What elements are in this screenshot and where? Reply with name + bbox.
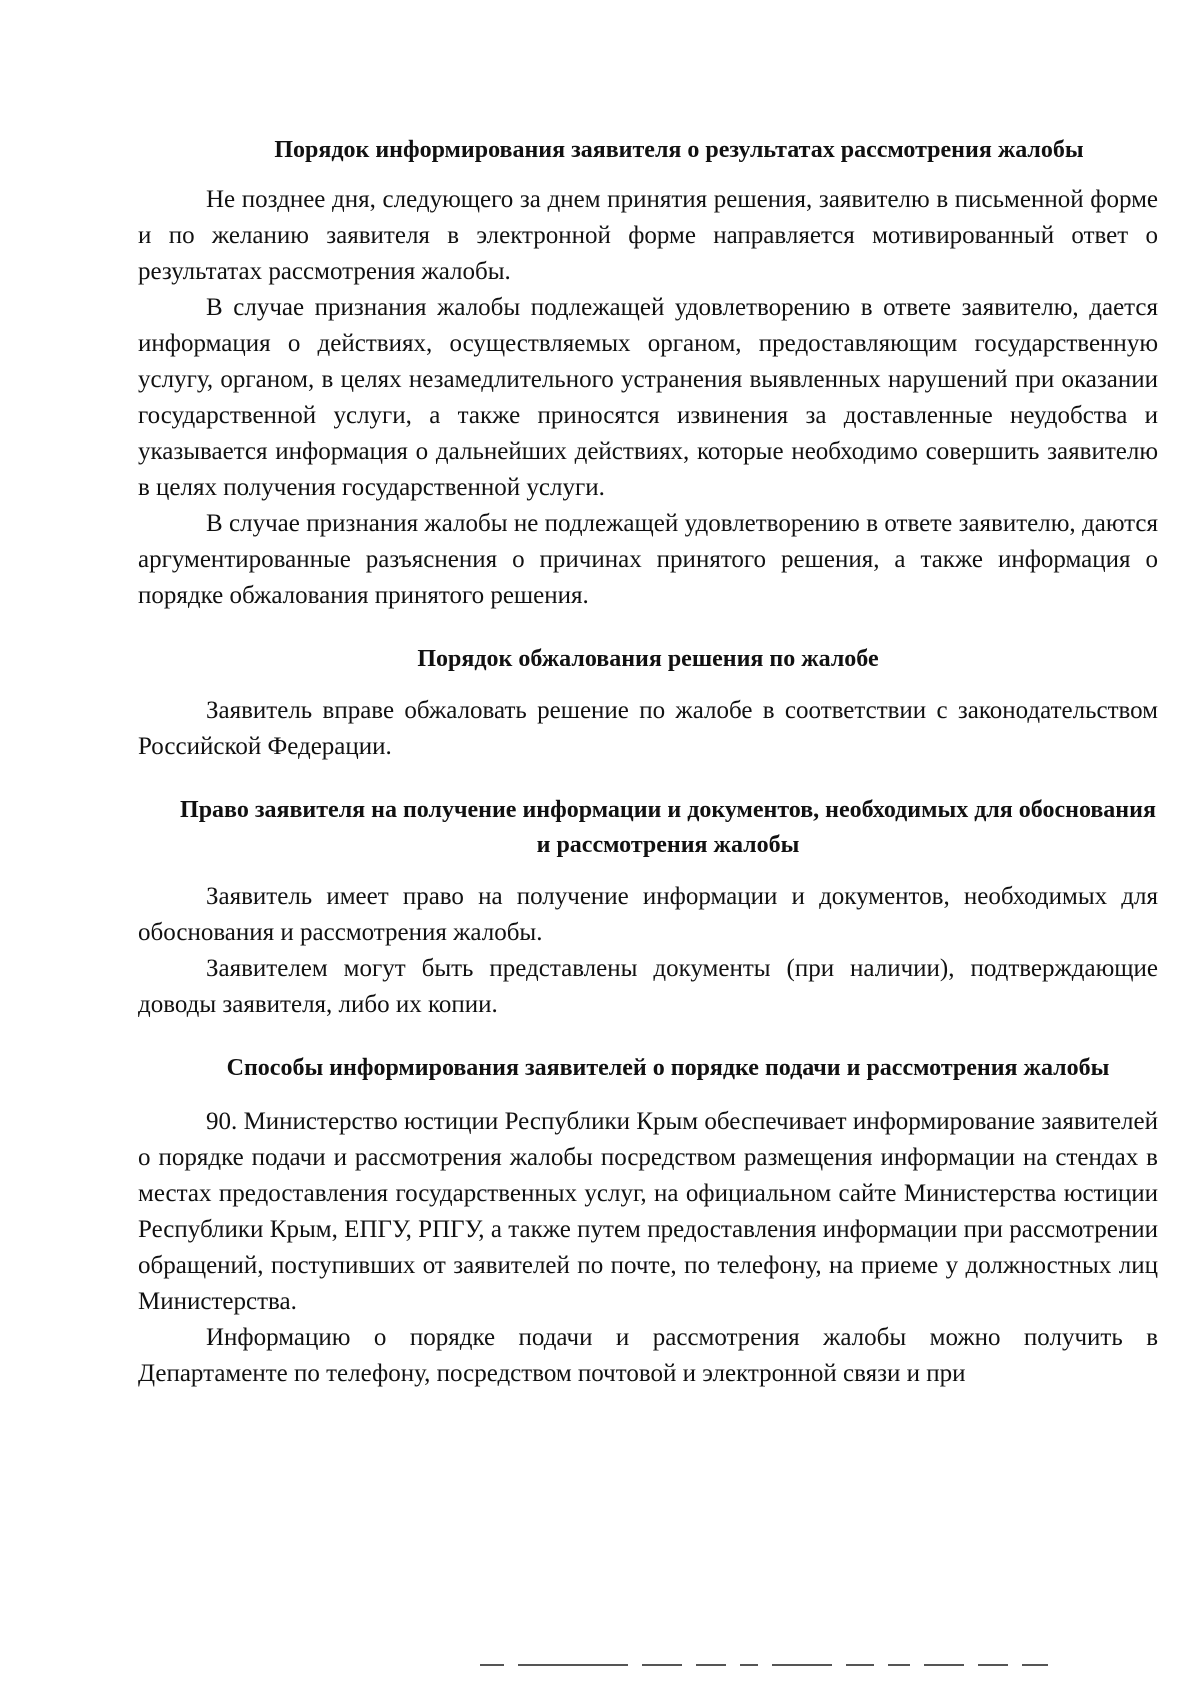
paragraph: 90. Министерство юстиции Республики Крым обеспечивает информирование заявителей о порядке подачи и рассмотрения жалобы посредством размещения информации на стендах в местах предоставления государственных услуг, на официальном сайте Министерства юстиции Республики Крым, ЕПГУ, РПГУ, а также путем предоставления информации при рассмотрении обращений, поступивших от заявителей по почте, по телефону, на приеме у должностных лиц Министерства.: [138, 1108, 1158, 1315]
scan-artifact-dashes: [480, 1662, 1170, 1668]
section-title-result-notification: Порядок информирования заявителя о результатах рассмотрения жалобы: [274, 137, 1084, 163]
paragraph: Заявитель вправе обжаловать решение по жалобе в соответствии с законодательством Российской Федерации.: [138, 697, 1158, 760]
section-title-right-to-information: Право заявителя на получение информации и документов, необходимых для обоснования и рассмотрения жалобы: [180, 797, 1156, 858]
paragraph: Не позднее дня, следующего за днем принятия решения, заявителю в письменной форме и по желанию заявителя в электронной форме направляется мотивированный ответ о результатах рассмотрения жалобы.: [138, 186, 1158, 285]
section-title-informing-methods: Способы информирования заявителей о порядке подачи и рассмотрения жалобы: [226, 1055, 1110, 1081]
paragraph: В случае признания жалобы не подлежащей удовлетворению в ответе заявителю, даются аргументированные разъяснения о причинах принятого решения, а также информация о порядке обжалования принятого решения.: [138, 510, 1158, 609]
paragraph: В случае признания жалобы подлежащей удовлетворению в ответе заявителю, дается информация о действиях, осуществляемых органом, предоставляющим государственную услугу, органом, в целях незамедлительного устранения выявленных нарушений при оказании государственной услуги, а также приносятся извинения за доставленные неудобства и указывается информация о дальнейших действиях, которые необходимо совершить заявителю в целях получения государственной услуги.: [138, 294, 1158, 501]
section-title-appeal-procedure: Порядок обжалования решения по жалобе: [417, 646, 879, 672]
document-body: [138, 133, 1158, 1392]
paragraph: Информацию о порядке подачи и рассмотрения жалобы можно получить в Департаменте по телефону, посредством почтовой и электронной связи и при: [138, 1324, 1158, 1387]
paragraph: Заявитель имеет право на получение информации и документов, необходимых для обоснования и рассмотрения жалобы.: [138, 883, 1158, 946]
paragraph: Заявителем могут быть представлены документы (при наличии), подтверждающие доводы заявителя, либо их копии.: [138, 955, 1158, 1018]
